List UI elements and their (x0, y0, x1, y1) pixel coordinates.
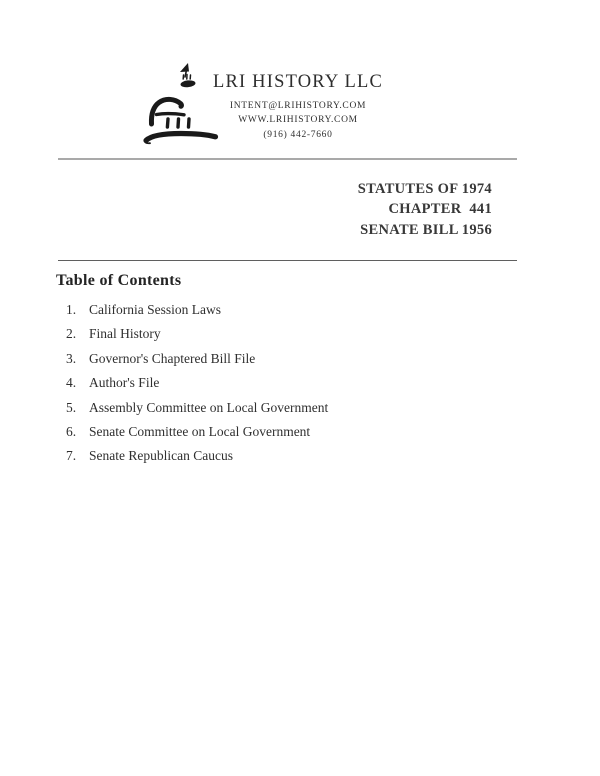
company-phone: (916) 442-7660 (263, 129, 333, 140)
logo-flag (180, 63, 189, 72)
toc-item-label: Assembly Committee on Local Government (89, 399, 329, 415)
toc-item-label: Governor's Chaptered Bill File (89, 350, 256, 366)
toc-item-governors-chaptered-bill-file (66, 350, 328, 367)
toc-item-number: 4. (66, 375, 77, 391)
toc-list (0, 301, 328, 472)
toc-item-number: 7. (66, 448, 77, 464)
toc-item-label: Author's File (89, 375, 160, 391)
toc-item-number: 1. (66, 302, 77, 317)
horizontal-rule-top (58, 158, 517, 160)
toc-item-senate-republican-caucus (66, 447, 328, 464)
toc-item-label: California Session Laws (89, 302, 221, 317)
toc-item-label: Final History (89, 326, 161, 342)
horizontal-rule-bottom (58, 260, 517, 261)
chapter-line: CHAPTER 441 (388, 201, 492, 218)
company-name: LRI HISTORY LLC (212, 72, 384, 92)
toc-item-california-session-laws (66, 301, 328, 318)
toc-item-number: 3. (66, 350, 77, 366)
toc-item-number: 6. (66, 423, 77, 439)
toc-item-final-history (66, 325, 328, 342)
toc-item-number: 2. (66, 326, 77, 342)
senate-bill-line: SENATE BILL 1956 (360, 221, 492, 238)
toc-item-label: Senate Republican Caucus (89, 448, 233, 464)
company-website: WWW.LRIHISTORY.COM (238, 115, 358, 126)
letterhead-text (168, 72, 428, 142)
company-email: INTENT@LRIHISTORY.COM (229, 101, 367, 111)
statute-reference-block (358, 179, 492, 240)
toc-item-senate-committee-local-government (66, 423, 328, 440)
statutes-line: STATUTES OF 1974 (357, 181, 492, 197)
toc-item-assembly-committee-local-government (66, 399, 328, 416)
toc-heading: Table of Contents (56, 272, 182, 289)
toc-item-number: 5. (66, 399, 77, 415)
toc-item-authors-file (66, 374, 328, 391)
toc-item-label: Senate Committee on Local Government (89, 423, 311, 439)
